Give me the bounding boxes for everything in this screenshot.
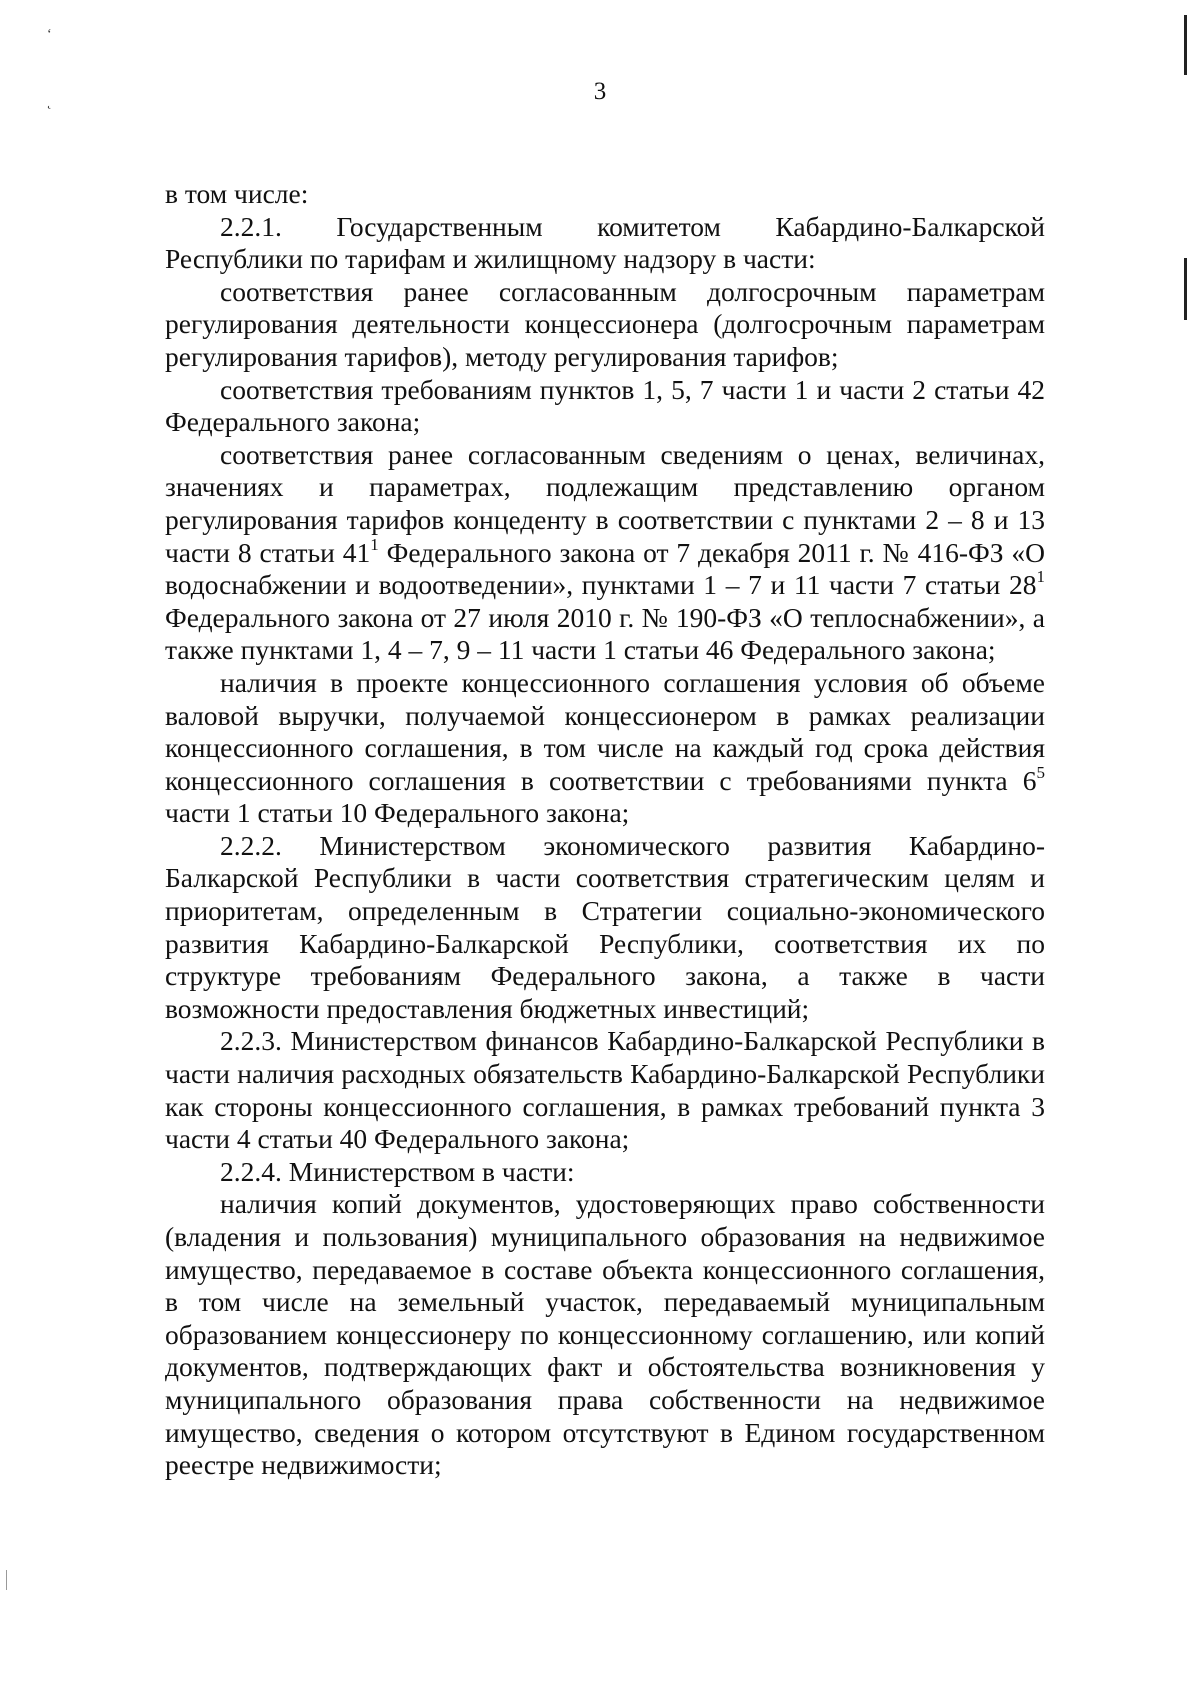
scan-artifact-line xyxy=(1184,15,1187,75)
paragraph-text: 2.2.4. Министерством в части: xyxy=(220,1155,575,1187)
paragraph-text: 2.2.1. Государственным комитетом Кабардино-Балкарской Республики по тарифам и жилищному надзору в части: xyxy=(165,210,1045,275)
paragraph-p1 xyxy=(165,211,1045,276)
paragraph-text: соответствия ранее согласованным долгосрочным параметрам регулирования деятельности концессионера (долгосрочным параметрам регулирования тарифов), методу регулирования тарифов; xyxy=(165,275,1045,372)
paragraph-p4 xyxy=(165,439,1045,667)
paragraph-text: 2.2.3. Министерством финансов Кабардино-Балкарской Республики в части наличия расходных обязательств Кабардино-Балкарской Республики как стороны концессионного соглашения, в рамках требований пункта 3 части 4 статьи 40 Федерального закона; xyxy=(165,1025,1045,1155)
superscript: 1 xyxy=(1036,567,1045,587)
scan-artifact-mark: ʻ xyxy=(47,27,52,42)
superscript: 5 xyxy=(1036,762,1045,782)
paragraph-p7 xyxy=(165,1025,1045,1155)
paragraph-p3 xyxy=(165,374,1045,439)
paragraph-text: Федерального закона от 7 декабря 2011 г. № 416-ФЗ «О водоснабжении и водоотведении», пунктами 1 – 7 и 11 части 7 статьи 28 xyxy=(165,536,1045,601)
paragraph-p5 xyxy=(165,667,1045,830)
paragraph-p0 xyxy=(165,178,1045,211)
superscript: 1 xyxy=(370,534,379,554)
scan-artifact-line xyxy=(6,1570,7,1590)
page-number: 3 xyxy=(593,78,607,105)
paragraph-text: наличия в проекте концессионного соглашения условия об объеме валовой выручки, получаемой концессионером в рамках реализации концессионного соглашения, в том числе на каждый год срока действия концессионного соглашения в соответствии с требованиями пункта 6 xyxy=(165,666,1045,796)
paragraph-text: соответствия ранее согласованным сведениям о ценах, величинах, значениях и параметрах, подлежащим представлению органом регулирования тарифов концеденту в соответствии с пунктами 2 – 8 и 13 части 8 статьи 41 xyxy=(165,438,1045,568)
paragraph-text: Федерального закона от 27 июля 2010 г. № 190-ФЗ «О теплоснабжении», а также пунктами 1, 4 – 7, 9 – 11 части 1 статьи 46 Федерального закона; xyxy=(165,601,1045,666)
paragraph-text: наличия копий документов, удостоверяющих право собственности (владения и пользования) муниципального образования на недвижимое имущество, передаваемое в составе объекта концессионного соглашения, в том числе на земельный участок, передаваемый муниципальным образованием концессионеру по концессионному соглашению, или копий документов, подтверждающих факт и обстоятельства возникновения у муниципального образования права собственности на недвижимое имущество, сведения о котором отсутствуют в Едином государственном реестре недвижимости; xyxy=(165,1188,1045,1481)
scan-artifact-mark: ˛ xyxy=(47,95,52,110)
paragraph-text: части 1 статьи 10 Федерального закона; xyxy=(165,797,630,829)
paragraph-p6 xyxy=(165,830,1045,1026)
paragraph-text: 2.2.2. Министерством экономического развития Кабардино-Балкарской Республики в части соответствия стратегическим целям и приоритетам, определенным в Стратегии социально-экономического развития Кабардино-Балкарской Республики, соответствия их по структуре требованиям Федерального закона, а также в части возможности предоставления бюджетных инвестиций; xyxy=(165,829,1045,1024)
paragraph-p8 xyxy=(165,1156,1045,1189)
paragraph-text: соответствия требованиям пунктов 1, 5, 7 части 1 и части 2 статьи 42 Федерального закона; xyxy=(165,373,1045,438)
paragraph-p2 xyxy=(165,276,1045,374)
paragraph-text: в том числе: xyxy=(165,178,309,209)
document-body xyxy=(165,178,1045,1482)
paragraph-p9 xyxy=(165,1188,1045,1481)
scan-artifact-line xyxy=(1184,258,1187,320)
